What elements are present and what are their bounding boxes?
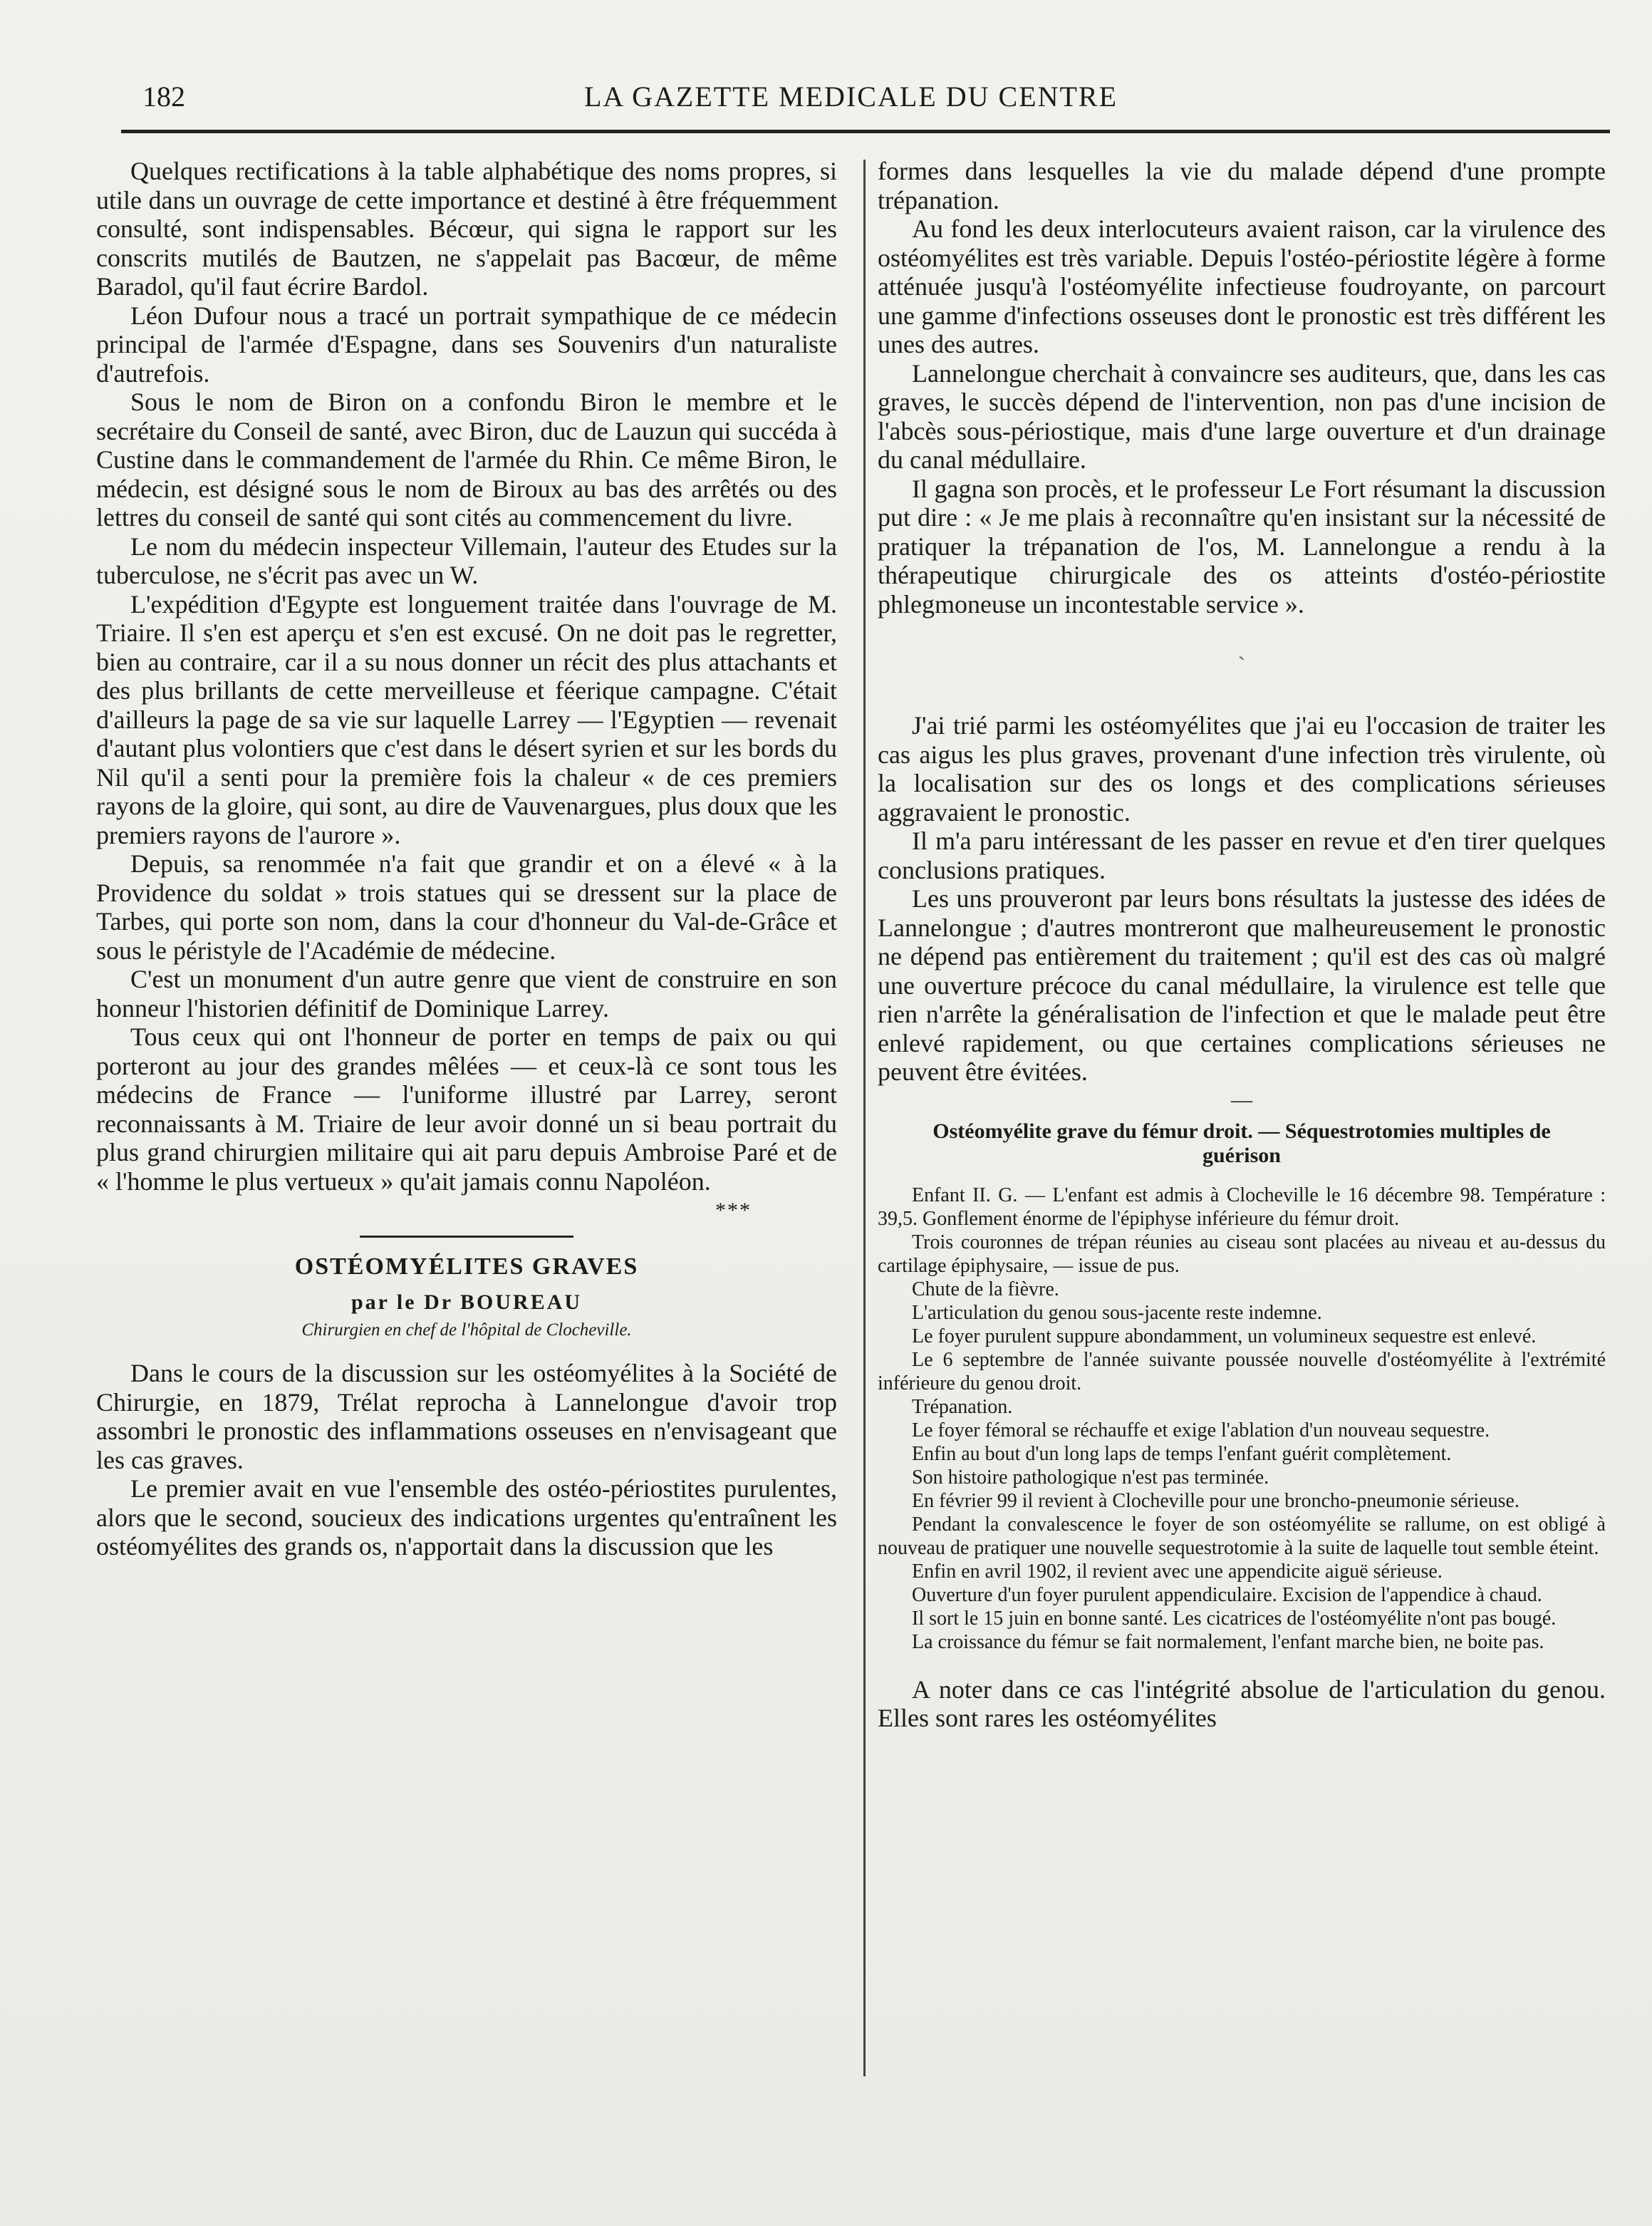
paragraph: Il gagna son procès, et le professeur Le Fort résumant la discussion put dire : « Je me plais à reconnaître qu'en insistant sur la nécessité de pratiquer la trépanation de l'os, M. Lannelongue a rendu à la thérapeutique chirurgicale des os atteints d'ostéo-périostite phlegmoneuse un incontestable service ».	[878, 474, 1606, 618]
column-divider	[863, 160, 866, 2076]
paragraph: Le nom du médecin inspecteur Villemain, l'auteur des Etudes sur la tuberculose, ne s'écrit pas avec un W.	[96, 532, 837, 589]
case-line: La croissance du fémur se fait normalement, l'enfant marche bien, ne boite pas.	[912, 1630, 1544, 1653]
section-title: OSTÉOMYÉLITES GRAVES	[294, 1253, 639, 1280]
paragraph: Au fond les deux interlocuteurs avaient raison, car la virulence des ostéomyélites est très variable. Depuis l'ostéo-périostite légère à forme atténuée jusqu'à l'ostéomyélite infectieuse foudroyante, on parcourt une gamme d'infections osseuses dont le pronostic est très différent les unes des autres.	[878, 214, 1606, 358]
case-line: En février 99 il revient à Clocheville pour une broncho-pneumonie sérieuse.	[912, 1489, 1519, 1512]
separator-dash: —	[1231, 1087, 1252, 1112]
paragraph: formes dans lesquelles la vie du malade dépend d'une prompte trépanation.	[878, 157, 1606, 214]
paragraph: Dans le cours de la discussion sur les ostéomyélites à la Société de Chirurgie, en 1879, Trélat reprocha à Lannelongue d'avoir trop assombri le pronostic des inflammations osseuses en n'envisageant que les cas graves.	[96, 1359, 837, 1474]
right-column	[878, 157, 1606, 1733]
paragraph: Les uns prouveront par leurs bons résultats la justesse des idées de Lannelongue ; d'autres montreront que malheureusement le pronostic ne dépend pas entièrement du traitement ; qu'il est des cas où malgré une ouverture précoce du canal médullaire, la virulence est telle que rien n'arrête la généralisation de l'infection et que le malade peut être enlevé rapidement, ou que certaines complications sérieuses ne peuvent être évitées.	[878, 884, 1606, 1086]
left-column	[96, 157, 837, 1561]
case-report	[878, 1184, 1606, 1654]
paragraph: Il m'a paru intéressant de les passer en revue et d'en tirer quelques conclusions pratiques.	[878, 827, 1606, 884]
case-line: Le 6 septembre de l'année suivante poussée nouvelle d'ostéomyélite à l'extrémité inférieure du genou droit.	[878, 1348, 1606, 1394]
paragraph: Le premier avait en vue l'ensemble des ostéo-périostites purulentes, alors que le second, soucieux des indications urgentes qu'entraînent les ostéomyélites des grands os, n'apportait dans la discussion que les	[96, 1474, 837, 1560]
case-line: Il sort le 15 juin en bonne santé. Les cicatrices de l'ostéomyélite n'ont pas bougé.	[912, 1607, 1557, 1630]
case-line: Pendant la convalescence le foyer de son ostéomyélite se rallume, on est obligé à nouveau de pratiquer une nouvelle sequestrotomie à la suite de laquelle tout semble éteint.	[878, 1513, 1606, 1559]
paragraph: Tous ceux qui ont l'honneur de porter en temps de paix ou qui porteront au jour des grandes mêlées — et ceux-là ce sont tous les médecins de France — l'uniforme illustré par Larrey, seront reconnaissants à M. Triaire de leur avoir donné un si beau portrait du plus grand chirurgien militaire qui ait paru depuis Ambroise Paré et de « l'homme le plus vertueux » qu'ait jamais connu Napoléon.	[96, 1023, 837, 1196]
paragraph: L'expédition d'Egypte est longuement traitée dans l'ouvrage de M. Triaire. Il s'en est aperçu et s'en est excusé. On ne doit pas le regretter, bien au contraire, car il a su nous donner un récit des plus attachants et des plus brillants de cette merveilleuse et féerique campagne. C'était d'ailleurs la page de sa vie sur laquelle Larrey — l'Egyptien — revenait d'autant plus volontiers que c'est dans le désert syrien et sur les bords du Nil qu'il a senti pour la première fois la chaleur « de ces premiers rayons de la gloire, qui sont, au dire de Vauvenargues, plus doux que les premiers rayons de l'aurore ».	[96, 589, 837, 849]
case-line: L'articulation du genou sous-jacente reste indemne.	[912, 1301, 1322, 1324]
case-line: Son histoire pathologique n'est pas terminée.	[912, 1466, 1269, 1489]
case-line: Le foyer purulent suppure abondamment, un volumineux sequestre est enlevé.	[912, 1325, 1537, 1347]
paragraph: J'ai trié parmi les ostéomyélites que j'ai eu l'occasion de traiter les cas aigus les plus graves, provenant d'une infection très virulente, où la localisation sur des os longs et des complications sérieuses aggravaient le pronostic.	[878, 711, 1606, 827]
author-byline: par le Dr BOUREAU	[350, 1290, 583, 1314]
case-title: Ostéomyélite grave du fémur droit. — Séquestrotomies multiples de guérison	[933, 1119, 1551, 1167]
author-affiliation: Chirurgien en chef de l'hôpital de Clocheville.	[301, 1320, 632, 1340]
paragraph: C'est un monument d'un autre genre que vient de construire en son honneur l'historien définitif de Dominique Larrey.	[96, 965, 837, 1023]
case-line: Le foyer fémoral se réchauffe et exige l'ablation d'un nouveau sequestre.	[912, 1419, 1490, 1441]
case-line: Trépanation.	[912, 1395, 1013, 1418]
section-rule	[360, 1236, 573, 1238]
paragraph: Lannelongue cherchait à convaincre ses auditeurs, que, dans les cas graves, le succès dépend de l'intervention, non pas d'une incision de l'abcès sous-périostique, mais d'une large ouverture et d'un drainage du canal médullaire.	[878, 358, 1606, 474]
case-line: Chute de la fièvre.	[912, 1278, 1059, 1300]
paragraph: Depuis, sa renommée n'a fait que grandir et on a élevé « à la Providence du soldat » trois statues qui se dressent sur la place de Tarbes, qui porte son nom, dans la cour d'honneur du Val-de-Grâce et sous le péristyle de l'Académie de médecine.	[96, 849, 837, 965]
paragraph: Léon Dufour nous a tracé un portrait sympathique de ce médecin principal de l'armée d'Espagne, dans ses Souvenirs d'un naturaliste d'autrefois.	[96, 301, 837, 388]
paragraph: A noter dans ce cas l'intégrité absolue de l'articulation du genou. Elles sont rares les ostéomyélites	[878, 1674, 1606, 1732]
section-stars: ***	[715, 1199, 752, 1222]
paragraph: Quelques rectifications à la table alphabétique des noms propres, si utile dans un ouvrage de cette importance et destiné à être fréquemment consulté, sont indispensables. Bécœur, qui signa le rapport sur les conscrits mutilés de Bautzen, ne s'appelait pas Bacœur, de même Baradol, qu'il faut écrire Bardol.	[96, 157, 837, 301]
case-line: Enfin au bout d'un long laps de temps l'enfant guérit complètement.	[912, 1442, 1452, 1465]
paragraph: Sous le nom de Biron on a confondu Biron le membre et le secrétaire du Conseil de santé, avec Biron, duc de Lauzun qui succéda à Custine dans le commandement de l'armée du Rhin. Ce même Biron, le médecin, est désigné sous le nom de Biroux au bas des arrêtés ou des lettres du conseil de santé qui sont cités au commencement du livre.	[96, 388, 837, 532]
running-title: LA GAZETTE MEDICALE DU CENTRE	[584, 81, 1118, 113]
separator-mark: ˋ	[1237, 653, 1246, 679]
case-line: Enfant II. G. — L'enfant est admis à Clocheville le 16 décembre 98. Température : 39,5. Gonflement énorme de l'épiphyse inférieure du fémur droit.	[878, 1184, 1606, 1230]
case-line: Ouverture d'un foyer purulent appendiculaire. Excision de l'appendice à chaud.	[912, 1583, 1542, 1606]
page-number: 182	[142, 81, 185, 113]
page-header	[142, 71, 1610, 121]
header-rule	[121, 130, 1610, 133]
case-line: Enfin en avril 1902, il revient avec une appendicite aiguë sérieuse.	[912, 1560, 1443, 1583]
case-line: Trois couronnes de trépan réunies au ciseau sont placées au niveau et au-dessus du cartilage épiphysaire, — issue de pus.	[878, 1231, 1606, 1277]
